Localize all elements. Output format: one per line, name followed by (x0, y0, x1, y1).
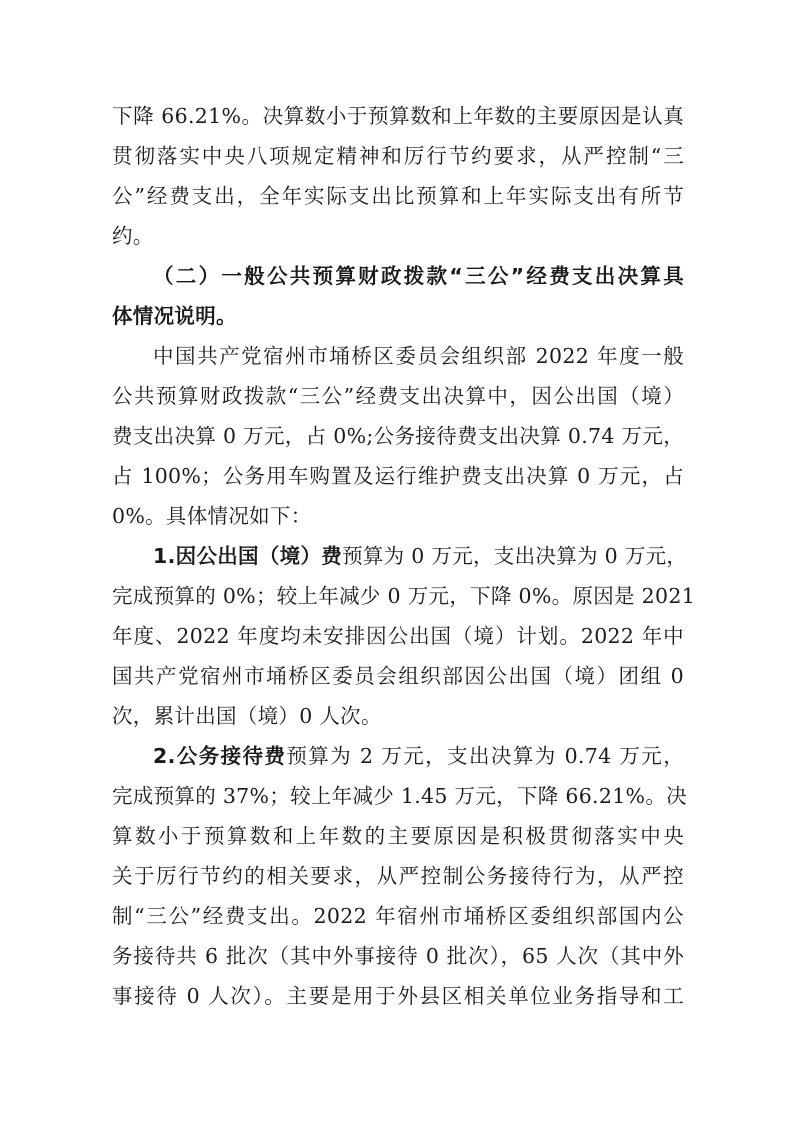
paragraph-line: 次，累计出国（境）0 人次。 (112, 704, 382, 728)
paragraph-line: 关于厉行节约的相关要求，从严控制公务接待行为，从严控 (112, 864, 684, 888)
item-2-first-text: 预算为 2 万元，支出决算为 0.74 万元， (286, 744, 684, 768)
paragraph-line: 国共产党宿州市埇桥区委员会组织部因公出国（境）团组 0 (112, 664, 684, 688)
paragraph-line: 事接待 0 人次）。主要是用于外县区相关单位业务指导和工 (112, 984, 684, 1008)
paragraph-line: 年度、2022 年度均未安排因公出国（境）计划。2022 年中 (112, 624, 684, 648)
paragraph-line: 公共预算财政拨款“三公”经费支出决算中，因公出国（境） (112, 384, 684, 408)
paragraph-line: 下降 66.21%。决算数小于预算数和上年数的主要原因是认真 (112, 104, 684, 128)
paragraph-line: 制“三公”经费支出。2022 年宿州市埇桥区委组织部国内公 (112, 904, 684, 928)
paragraph-line: 公”经费支出，全年实际支出比预算和上年实际支出有所节 (112, 184, 684, 208)
item-1-first-line (153, 541, 688, 571)
item-2-first-line (153, 741, 684, 771)
item-2-title: 2.公务接待费 (153, 744, 287, 768)
paragraph-line: 务接待共 6 批次（其中外事接待 0 批次），65 人次（其中外 (112, 944, 684, 968)
section-heading-line: 体情况说明。 (112, 304, 237, 328)
paragraph-line: 中国共产党宿州市埇桥区委员会组织部 2022 年度一般 (153, 344, 684, 368)
paragraph-line: 占 100%；公务用车购置及运行维护费支出决算 0 万元，占 (112, 464, 684, 488)
paragraph-line: 完成预算的 0%；较上年减少 0 万元，下降 0%。原因是 2021 (112, 584, 696, 608)
item-1-first-text: 预算为 0 万元，支出决算为 0 万元， (342, 544, 688, 568)
paragraph-line: 费支出决算 0 万元，占 0%;公务接待费支出决算 0.74 万元， (112, 424, 684, 448)
section-heading-line: （二）一般公共预算财政拨款“三公”经费支出决算具 (153, 264, 684, 288)
paragraph-line: 完成预算的 37%；较上年减少 1.45 万元，下降 66.21%。决 (112, 784, 687, 808)
paragraph-line: 贯彻落实中央八项规定精神和厉行节约要求，从严控制“三 (112, 144, 684, 168)
paragraph-line: 算数小于预算数和上年数的主要原因是积极贯彻落实中央 (112, 824, 684, 848)
paragraph-line: 约。 (112, 224, 154, 248)
item-1-title: 1.因公出国（境）费 (153, 544, 343, 568)
paragraph-line: 0%。具体情况如下： (112, 504, 312, 528)
